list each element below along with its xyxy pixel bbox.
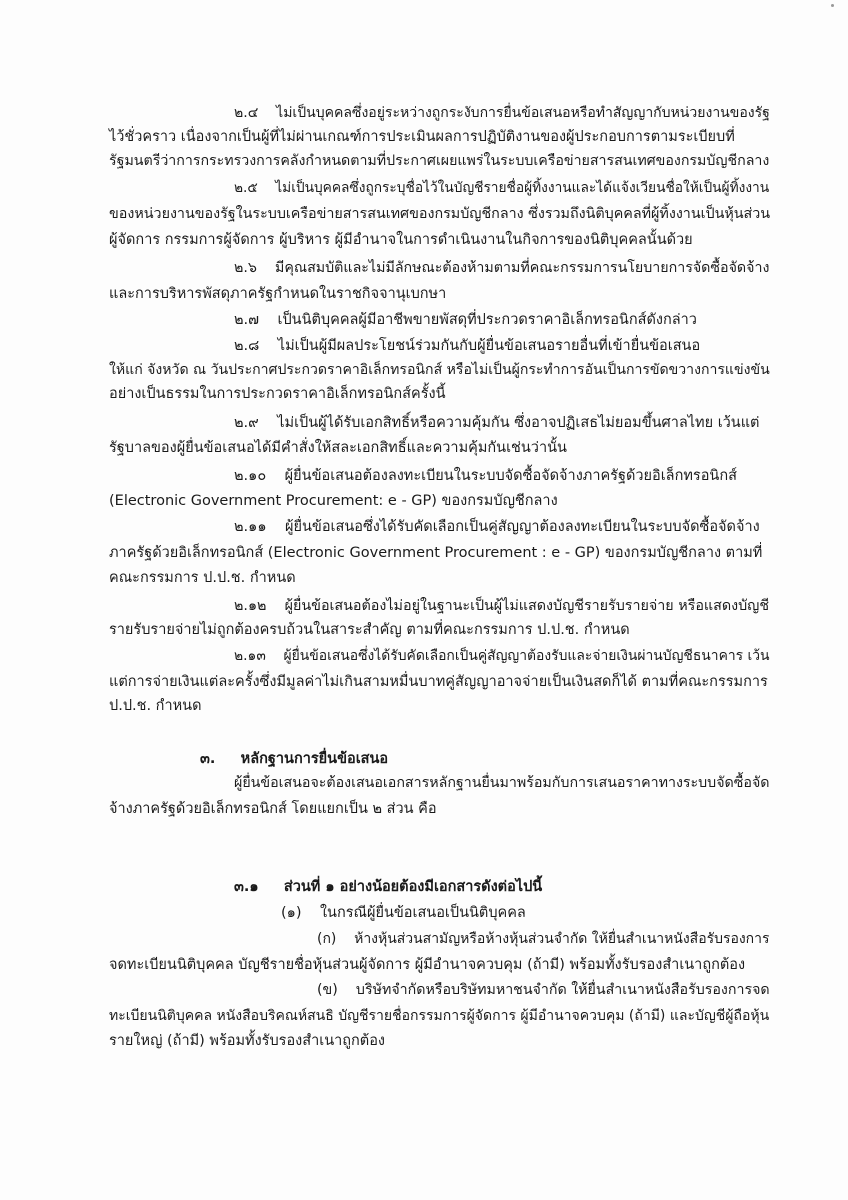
section-3-line-2: จ้างภาครัฐด้วยอิเล็กทรอนิกส์ โดยแยกเป็น ๒ ส่วน คือ: [109, 801, 437, 817]
para-number: ๒.๗: [234, 312, 260, 328]
item-1: [281, 903, 526, 923]
para-2-6-line-1: [234, 258, 769, 278]
para-2-12-line-2: รายรับรายจ่ายไม่ถูกต้องครบถ้วนในสาระสำคัญ ตามที่คณะกรรมการ ป.ป.ช. กำหนด: [109, 622, 630, 638]
item-text: บริษัทจำกัดหรือบริษัทมหาชนจำกัด ให้ยื่นสำเนาหนังสือรับรองการจด: [355, 982, 770, 998]
para-text: ผู้ยื่นข้อเสนอต้องไม่อยู่ในฐานะเป็นผู้ไม่แสดงบัญชีรายรับรายจ่าย หรือแสดงบัญชี: [284, 598, 770, 614]
para-2-8-line-3: อย่างเป็นธรรมในการประกวดราคาอิเล็กทรอนิกส์ครั้งนี้: [109, 386, 446, 402]
para-2-8-line-2: ให้แก่ จังหวัด ณ วันประกาศประกวดราคาอิเล็กทรอนิกส์ หรือไม่เป็นผู้กระทำการอันเป็นการขัดขวางการแข่งขัน: [109, 362, 770, 378]
para-2-9-line-2: รัฐบาลของผู้ยื่นข้อเสนอได้มีคำสั่งให้สละเอกสิทธิ์และความคุ้มกันเช่นว่านั้น: [109, 440, 567, 456]
para-2-4-line-2: ไว้ชั่วคราว เนื่องจากเป็นผู้ที่ไม่ผ่านเกณฑ์การประเมินผลการปฏิบัติงานของผู้ประกอบการตามระเบียบที่: [109, 129, 735, 145]
para-text: ผู้ยื่นข้อเสนอซึ่งได้รับคัดเลือกเป็นคู่สัญญาต้องรับและจ่ายเงินผ่านบัญชีธนาคาร เว้น: [283, 648, 770, 664]
para-2-7-line-1: [234, 310, 697, 330]
para-2-11-line-3: คณะกรรมการ ป.ป.ช. กำหนด: [109, 570, 296, 586]
para-2-5-line-1: [234, 178, 769, 198]
section-3-heading: [200, 749, 388, 769]
para-2-12-line-1: [234, 596, 769, 616]
item-marker: (ข): [317, 982, 338, 998]
para-number: ๒.๑๒: [234, 598, 267, 614]
sub-item-b-line-3: รายใหญ่ (ถ้ามี) พร้อมทั้งรับรองสำเนาถูกต้อง: [109, 1033, 386, 1049]
para-2-11-line-1: [234, 517, 760, 537]
para-text: ไม่เป็นผู้มีผลประโยชน์ร่วมกันกับผู้ยื่นข้อเสนอรายอื่นที่เข้ายื่นข้อเสนอ: [277, 338, 701, 354]
para-2-5-line-2: ของหน่วยงานของรัฐในระบบเครือข่ายสารสนเทศของกรมบัญชีกลาง ซึ่งรวมถึงนิติบุคคลที่ผู้ทิ้งงานเป็นหุ้นส่วน: [109, 206, 771, 222]
para-number: ๒.๖: [234, 260, 257, 276]
para-2-13-line-3: ป.ป.ช. กำหนด: [109, 698, 202, 714]
item-marker: (๑): [281, 905, 302, 921]
para-2-5-line-3: ผู้จัดการ กรรมการผู้จัดการ ผู้บริหาร ผู้มีอำนาจในการดำเนินงานในกิจการของนิติบุคคลนั้นด้วย: [109, 232, 693, 248]
para-number: ๒.๑๐: [234, 468, 267, 484]
section-title: หลักฐานการยื่นข้อเสนอ: [240, 751, 389, 767]
item-marker: (ก): [317, 931, 337, 947]
section-3-line-1: ผู้ยื่นข้อเสนอจะต้องเสนอเอกสารหลักฐานยื่นมาพร้อมกับการเสนอราคาทางระบบจัดซื้อจัด: [234, 775, 770, 791]
para-text: ไม่เป็นบุคคลซึ่งถูกระบุชื่อไว้ในบัญชีรายชื่อผู้ทิ้งงานและได้แจ้งเวียนชื่อให้เป็นผู้ทิ้งงาน: [275, 180, 770, 196]
section-number: ๓.๑: [234, 879, 259, 895]
section-number: ๓.: [200, 751, 216, 767]
para-text: มีคุณสมบัติและไม่มีลักษณะต้องห้ามตามที่คณะกรรมการนโยบายการจัดซื้อจัดจ้าง: [275, 260, 770, 276]
para-2-8-line-1: [234, 336, 700, 356]
item-text: ในกรณีผู้ยื่นข้อเสนอเป็นนิติบุคคล: [319, 905, 526, 921]
para-number: ๒.๑๑: [234, 519, 267, 535]
item-text: ห้างหุ้นส่วนสามัญหรือห้างหุ้นส่วนจำกัด ให้ยื่นสำเนาหนังสือรับรองการ: [354, 931, 770, 947]
sub-item-b-line-2: ทะเบียนนิติบุคคล หนังสือบริคณห์สนธิ บัญชีรายชื่อกรรมการผู้จัดการ ผู้มีอำนาจควบคุม (ถ้ามี) และบัญชีผู้ถือหุ้น: [109, 1008, 770, 1024]
para-text: ไม่เป็นผู้ได้รับเอกสิทธิ์หรือความคุ้มกัน ซึ่งอาจปฏิเสธไม่ยอมขึ้นศาลไทย เว้นแต่: [277, 415, 760, 431]
para-2-4-line-1: [234, 103, 770, 123]
para-number: ๒.๙: [234, 415, 259, 431]
para-2-4-line-3: รัฐมนตรีว่าการกระทรวงการคลังกำหนดตามที่ประกาศเผยแพร่ในระบบเครือข่ายสารสนเทศของกรมบัญชีกลาง: [109, 153, 770, 169]
para-2-13-line-2: แต่การจ่ายเงินแต่ละครั้งซึ่งมีมูลค่าไม่เกินสามหมื่นบาทคู่สัญญาอาจจ่ายเป็นเงินสดก็ได้ ตามที่คณะกรรมการ: [109, 674, 768, 690]
para-text: เป็นนิติบุคคลผู้มีอาชีพขายพัสดุที่ประกวดราคาอิเล็กทรอนิกส์ดังกล่าว: [277, 312, 697, 328]
section-3-1-heading: [234, 877, 542, 897]
para-number: ๒.๘: [234, 338, 260, 354]
scan-mark: [831, 4, 834, 7]
para-2-6-line-2: และการบริหารพัสดุภาครัฐกำหนดในราชกิจจานุเบกษา: [109, 286, 447, 302]
para-2-10-line-2: (Electronic Government Procurement: e - GP) ของกรมบัญชีกลาง: [109, 493, 558, 509]
sub-item-b-line-1: [317, 980, 770, 1000]
para-2-9-line-1: [234, 413, 759, 433]
para-text: ผู้ยื่นข้อเสนอซึ่งได้รับคัดเลือกเป็นคู่สัญญาต้องลงทะเบียนในระบบจัดซื้อจัดจ้าง: [285, 519, 760, 535]
para-2-13-line-1: [234, 646, 770, 666]
section-title: ส่วนที่ ๑ อย่างน้อยต้องมีเอกสารดังต่อไปนี้: [283, 879, 543, 895]
para-2-11-line-2: ภาครัฐด้วยอิเล็กทรอนิกส์ (Electronic Government Procurement : e - GP) ของกรมบัญชีกลาง ตามที่: [109, 545, 763, 561]
para-number: ๒.๕: [234, 180, 258, 196]
sub-item-a-line-2: จดทะเบียนนิติบุคคล บัญชีรายชื่อหุ้นส่วนผู้จัดการ ผู้มีอำนาจควบคุม (ถ้ามี) พร้อมทั้งรับรองสำเนาถูกต้อง: [109, 957, 746, 973]
para-2-10-line-1: [234, 466, 737, 486]
para-text: ผู้ยื่นข้อเสนอต้องลงทะเบียนในระบบจัดซื้อจัดจ้างภาครัฐด้วยอิเล็กทรอนิกส์: [284, 468, 737, 484]
para-number: ๒.๔: [234, 105, 259, 121]
para-text: ไม่เป็นบุคคลซึ่งอยู่ระหว่างถูกระงับการยื่นข้อเสนอหรือทำสัญญากับหน่วยงานของรัฐ: [276, 105, 770, 121]
para-number: ๒.๑๓: [234, 648, 266, 664]
sub-item-a-line-1: [317, 929, 769, 949]
